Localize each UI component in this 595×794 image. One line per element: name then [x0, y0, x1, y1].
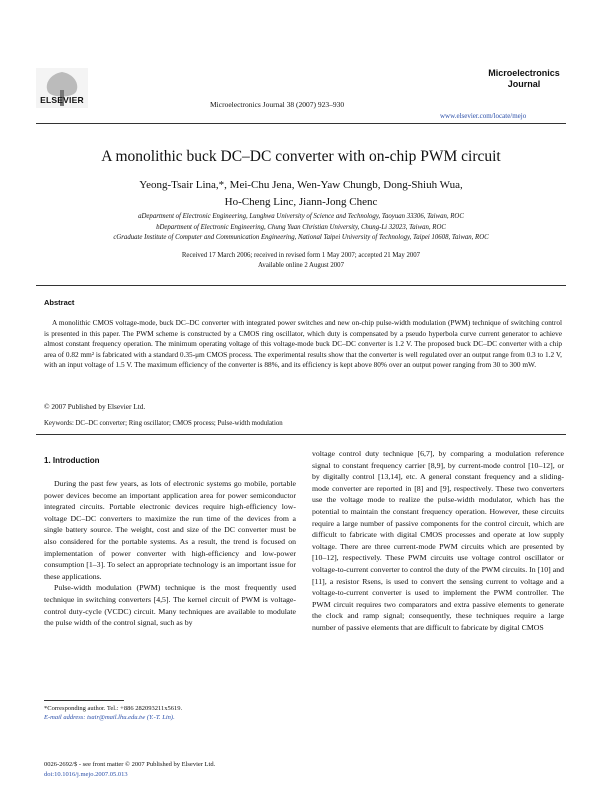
journal-title-box: [484, 68, 564, 90]
journal-name-2: Journal: [507, 79, 541, 89]
affiliation-b: bDepartment of Electronic Engineering, Chung Yuan Christian University, Chung-Li 32023, Taiwan, ROC: [156, 223, 446, 231]
online-date: Available online 2 August 2007: [258, 262, 344, 269]
email-address[interactable]: E-mail address: tsair@mail.lhu.edu.tw (Y.-T. Lin).: [44, 714, 175, 721]
article-dates: [36, 251, 566, 271]
journal-url-link[interactable]: www.elsevier.com/locate/mejo: [440, 112, 527, 120]
corresponding-author: *Corresponding author. Tel.: +886 282093211x5619.: [44, 705, 183, 712]
issn-line: 0026-2692/$ - see front matter © 2007 Published by Elsevier Ltd.: [44, 761, 216, 768]
header-divider: [36, 123, 566, 124]
publisher-name: ELSEVIER: [40, 95, 84, 105]
paragraph: During the past few years, as lots of electronic systems go mobile, portable power devices become an important application area for power semiconductor integrated circuits. Portable electronic devices require high-efficiency low-voltage DC–DC converters to maximize the run time of the devices from a single battery source. The weight, cost and size of the DC converter must be also considered for the portable systems. As a result, the trend is focused on implementation of power converter with high-efficiency and low-power consumption [1–3]. To select an appropriate technology is an important issue for these applications.: [44, 479, 296, 581]
paragraph: voltage control duty technique [6,7], by comparing a modulation reference signal to constant frequency carrier [8,9], by current-mode control [10–12], or by digitally control [13,14], etc. A general constant frequency and a sliding-mode converter are reported in [8] and [9], respectively. These two converters use the voltage mode to realize the pulse-width modulator, which has the potential to maintain the constant frequency operation. However, these circuits require a large number of passive components for the control circuit, which are difficult to fabricate with digital CMOS processes and operate at low supply voltage. There are three current-mode PWM circuits which are presented by [10–12], respectively. These PWM circuits use voltage control oscillator or voltage-to-current converter to control the duty of the PWM circuits. In [10] and [11], a resistor Rsens, is used to convert the sensing current to voltage and a voltage-to-current converter is used to implement the PWM controller. The PWM circuit requires two comparators and extra passive elements to generate the clock and ramp signal; consequently, these techniques require a large number of passive elements that are difficult to fabricate by digital CMOS: [312, 449, 564, 632]
footnote-divider: [44, 700, 124, 701]
bottom-matter: [44, 760, 215, 779]
received-dates: Received 17 March 2006; received in revised form 1 May 2007; accepted 21 May 2007: [181, 252, 421, 259]
doi-link[interactable]: doi:10.1016/j.mejo.2007.05.013: [44, 770, 128, 778]
abstract-text: A monolithic CMOS voltage-mode, buck DC–DC converter with integrated power switches and new on-chip pulse-width modulation (PWM) technique of switching control is presented in this paper. The PWM scheme is constructed by a CMOS ring oscillator, which duty is compensated by a pseudo hyperbola curve current generator to achieve almost constant frequency operation. The minimum operating voltage of this voltage-mode buck DC–DC converter is 1.2 V. The proposed buck DC–DC converter with a chip area of 0.82 mm² is fabricated with a standard 0.35-μm CMOS process. The experimental results show that the converter is well regulated over an output range from 0.3 to 1.2 V, with an input voltage of 1.5 V. The maximum efficiency of the converter is 88%, and its efficiency is kept above 80% over an output power ranging from 30 to 300 mW.: [44, 318, 562, 369]
author-list: [70, 177, 532, 211]
affiliation-c: cGraduate Institute of Computer and Communication Engineering, National Taipei University of Technology, Taipei 10608, Taiwan, ROC: [113, 234, 489, 241]
abstract-copyright: © 2007 Published by Elsevier Ltd.: [44, 402, 146, 411]
authors-line-1: Yeong-Tsair Lina,*, Mei-Chu Jena, Wen-Yaw Chungb, Dong-Shiuh Wua,: [139, 179, 463, 191]
abstract-heading: Abstract: [44, 298, 75, 307]
authors-line-2: Ho-Cheng Linc, Jiann-Jong Chenc: [224, 196, 378, 208]
abstract-top-divider: [36, 285, 566, 286]
journal-name-1: Microelectronics: [488, 68, 560, 78]
section-heading: 1. Introduction: [44, 456, 100, 465]
article-title: A monolithic buck DC–DC converter with on-chip PWM circuit: [101, 148, 501, 165]
keywords: Keywords: DC–DC converter; Ring oscillator; CMOS process; Pulse-width modulation: [44, 420, 283, 427]
affiliations: [36, 212, 566, 244]
elsevier-tree-logo-icon: [36, 62, 88, 114]
abstract-bottom-divider: [36, 434, 566, 435]
footnote: [44, 704, 182, 722]
paragraph: Pulse-width modulation (PWM) technique is the most frequently used technique in switching converters [4,5]. The kernel circuit of PWM is voltage-control duty-cycle (VCDC) circuit. Many techniques are available to modulate the pulse width of the control signal, such as by: [44, 583, 296, 628]
journal-citation: Microelectronics Journal 38 (2007) 923–930: [210, 100, 345, 109]
right-column: [312, 448, 564, 634]
affiliation-a: aDepartment of Electronic Engineering, Lunghwa University of Science and Technology, Taoyuan 33306, Taiwan, ROC: [138, 213, 464, 220]
left-column: [44, 478, 296, 629]
